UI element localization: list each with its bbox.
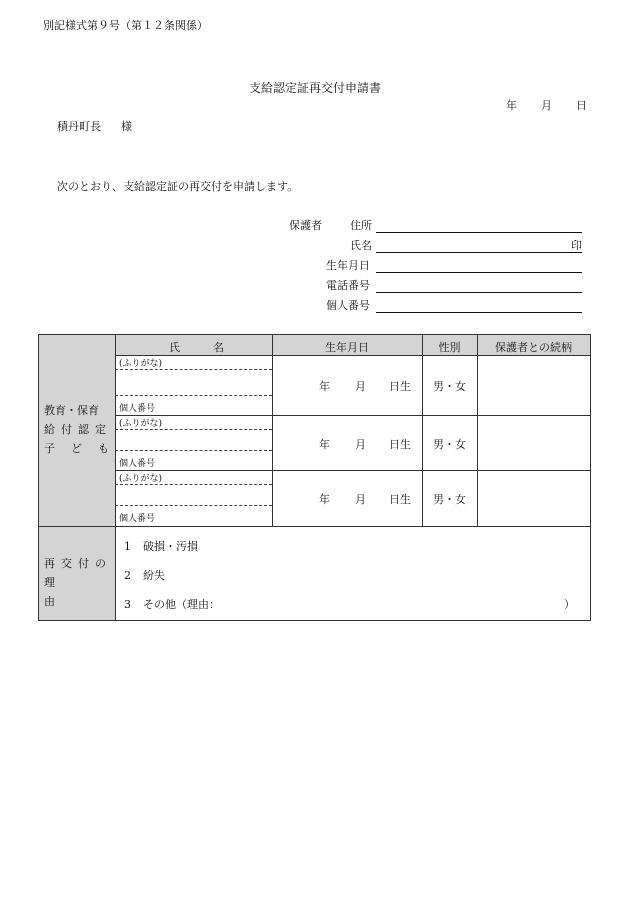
child-3-month: 月 bbox=[355, 493, 366, 506]
applicant-name-row bbox=[300, 237, 582, 253]
address-label: 住所 bbox=[350, 219, 372, 232]
reason-1-text: 破損・汚損 bbox=[143, 540, 198, 553]
children-label-line-3: 子ども bbox=[44, 442, 125, 455]
addressee bbox=[57, 118, 132, 134]
child-1-month: 月 bbox=[355, 380, 366, 393]
reason-1[interactable] bbox=[124, 538, 198, 554]
reason-2-number: 2 bbox=[124, 569, 131, 582]
date-day-label: 日 bbox=[576, 99, 587, 112]
individual-number-field[interactable] bbox=[376, 312, 582, 313]
children-label-line-1: 教育・保育 bbox=[44, 404, 99, 417]
children-row-label bbox=[44, 401, 125, 458]
form-number-label: 別記様式第９号（第１２条関係） bbox=[43, 19, 208, 32]
addressee-honorific: 様 bbox=[121, 120, 132, 133]
child-1-year: 年 bbox=[319, 380, 330, 393]
child-1-id-label: 個人番号 bbox=[119, 404, 156, 414]
date-year-label: 年 bbox=[506, 99, 517, 112]
child-2-year: 年 bbox=[319, 438, 330, 451]
header-name-b: 名 bbox=[213, 341, 224, 354]
name-label: 氏名 bbox=[350, 239, 372, 252]
applicant-birth-row bbox=[300, 257, 582, 273]
individual-number-label: 個人番号 bbox=[326, 299, 370, 312]
header-birth-date: 生年月日 bbox=[325, 341, 369, 354]
reason-3[interactable] bbox=[124, 596, 220, 612]
reason-3-text: その他（理由： bbox=[143, 598, 220, 611]
reason-2-text: 紛失 bbox=[143, 569, 165, 582]
name-field[interactable] bbox=[376, 252, 582, 253]
child-1-furigana-label: (ふりがな) bbox=[119, 359, 163, 369]
reason-label-line-2: 理由 bbox=[44, 576, 101, 608]
child-1-sex[interactable]: 男・女 bbox=[433, 380, 466, 393]
request-statement: 次のとおり、支給認定証の再交付を申請します。 bbox=[57, 180, 299, 193]
birth-date-label: 生年月日 bbox=[326, 259, 370, 272]
reason-row-label bbox=[44, 554, 112, 611]
header-sex: 性別 bbox=[438, 341, 461, 354]
child-3-sex[interactable]: 男・女 bbox=[433, 493, 466, 506]
child-3-furigana-label: (ふりがな) bbox=[119, 474, 163, 484]
birth-date-field[interactable] bbox=[376, 272, 582, 273]
reason-1-number: 1 bbox=[124, 540, 131, 553]
applicant-heading: 保護者 bbox=[289, 219, 322, 232]
children-table bbox=[38, 334, 591, 621]
child-1-day: 日生 bbox=[389, 380, 411, 393]
child-2-id-label: 個人番号 bbox=[119, 459, 156, 469]
reason-2[interactable] bbox=[124, 567, 165, 583]
addressee-name: 積丹町長 bbox=[57, 120, 101, 133]
reason-3-close-paren: ） bbox=[564, 598, 575, 611]
children-label-line-2: 給付認定 bbox=[44, 423, 112, 436]
date-month-label: 月 bbox=[541, 99, 552, 112]
child-3-year: 年 bbox=[319, 493, 330, 506]
document-title: 支給認定証再交付申請書 bbox=[248, 81, 381, 95]
address-field[interactable] bbox=[376, 232, 582, 233]
applicant-address-row bbox=[300, 217, 582, 233]
header-name-a: 氏 bbox=[169, 341, 180, 354]
child-2-day: 日生 bbox=[389, 438, 411, 451]
applicant-id-row bbox=[300, 297, 582, 313]
applicant-phone-row bbox=[300, 277, 582, 293]
phone-field[interactable] bbox=[376, 292, 582, 293]
header-relation: 保護者との続柄 bbox=[495, 341, 572, 354]
reason-3-number: 3 bbox=[124, 598, 131, 611]
reason-label-line-1: 再交付の bbox=[44, 557, 112, 570]
seal-mark: 印 bbox=[571, 239, 582, 252]
child-2-month: 月 bbox=[355, 438, 366, 451]
child-2-furigana-label: (ふりがな) bbox=[119, 419, 163, 429]
child-3-day: 日生 bbox=[389, 493, 411, 506]
child-2-sex[interactable]: 男・女 bbox=[433, 438, 466, 451]
child-3-id-label: 個人番号 bbox=[119, 514, 156, 524]
phone-label: 電話番号 bbox=[326, 279, 370, 292]
